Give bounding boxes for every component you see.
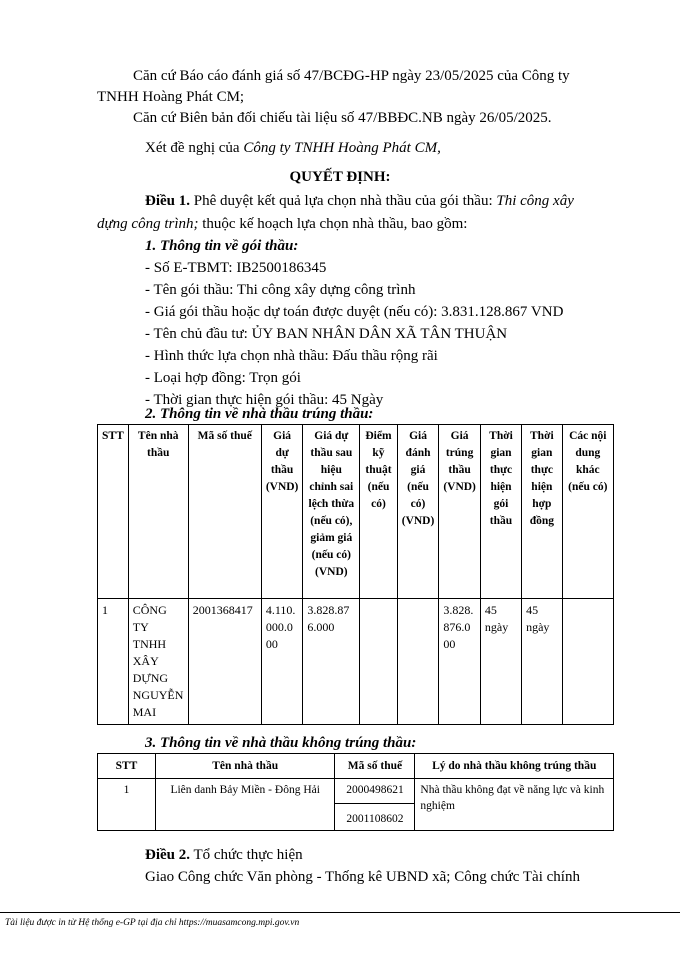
article1-package-b: dựng công trình; <box>97 216 199 232</box>
decision-title: QUYẾT ĐỊNH: <box>289 169 391 185</box>
package-info-item: - Hình thức lựa chọn nhà thầu: Đấu thầu rộng rãi <box>145 348 438 364</box>
header-other: Các nội dung khác (nếu có) <box>562 425 613 599</box>
cell-bid-price: 4.110.000.000 <box>261 599 303 725</box>
section-3-heading: 3. Thông tin về nhà thầu không trúng thầu: <box>145 735 417 751</box>
header-eval-price: Giá đánh giá (nếu có) (VND) <box>397 425 439 599</box>
package-info-item: - Giá gói thầu hoặc dự toán được duyệt (nếu có): 3.831.128.867 VND <box>145 304 564 320</box>
footer-divider <box>0 912 680 913</box>
header-tax-code: Mã số thuế <box>335 754 415 779</box>
cell-tax-code: 2001368417 <box>188 599 261 725</box>
package-info-item: - Tên gói thầu: Thi công xây dựng công trình <box>145 282 416 298</box>
cell-eval-price <box>397 599 439 725</box>
cell-tax-code-1: 2000498621 <box>335 779 415 804</box>
header-contractor-name: Tên nhà thầu <box>128 425 188 599</box>
cell-contractor-name: CÔNG TY TNHH XÂY DỰNG NGUYỄN MAI <box>128 599 188 725</box>
cell-contract-time: 45 ngày <box>522 599 563 725</box>
non-winner-table-header <box>98 754 614 779</box>
cell-tax-code-2: 2001108602 <box>335 804 415 831</box>
section-1-heading: 1. Thông tin về gói thầu: <box>145 238 299 254</box>
article1-label: Điều 1. <box>145 193 190 209</box>
cell-package-time: 45 ngày <box>480 599 521 725</box>
winner-table-header <box>98 425 614 599</box>
table-row <box>98 599 614 725</box>
header-award-price: Giá trúng thầu (VND) <box>439 425 481 599</box>
article2-line-1 <box>145 845 303 865</box>
header-stt: STT <box>98 425 129 599</box>
header-adjusted-price: Giá dự thầu sau hiệu chỉnh sai lệch thừa (nếu có), giảm giá (nếu có) (VND) <box>303 425 360 599</box>
proposal-line <box>145 138 441 158</box>
article2-label: Điều 2. <box>145 847 190 863</box>
package-info-item: - Tên chủ đầu tư: ỦY BAN NHÂN DÂN XÃ TÂN THUẬN <box>145 326 508 342</box>
cell-award-price: 3.828.876.000 <box>439 599 481 725</box>
footer-note: Tài liệu được in từ Hệ thống e-GP tại địa chỉ https://muasamcong.mpi.gov.vn <box>5 918 300 928</box>
header-reason: Lý do nhà thầu không trúng thầu <box>415 754 614 779</box>
cell-stt: 1 <box>98 779 156 831</box>
article2-text: Tổ chức thực hiện <box>190 847 303 863</box>
proposal-prefix: Xét đề nghị của <box>145 140 244 156</box>
cell-other <box>562 599 613 725</box>
preamble-line-3: Căn cứ Biên bản đối chiếu tài liệu số 47/BBĐC.NB ngày 26/05/2025. <box>133 110 552 126</box>
article1-text-b: thuộc kế hoạch lựa chọn nhà thầu, bao gồm: <box>198 216 468 232</box>
preamble-line-1: Căn cứ Báo cáo đánh giá số 47/BCĐG-HP ngày 23/05/2025 của Công ty <box>133 68 570 84</box>
article2-line-2: Giao Công chức Văn phòng - Thống kê UBND xã; Công chức Tài chính <box>145 869 580 885</box>
cell-contractor-name: Liên danh Bảy Miền - Đông Hải <box>155 779 335 831</box>
table-row <box>98 779 614 804</box>
winner-table <box>97 424 614 725</box>
section-2-heading: 2. Thông tin về nhà thầu trúng thầu: <box>145 406 374 422</box>
article1-package-a: Thi công xây <box>496 193 574 209</box>
proposal-company: Công ty TNHH Hoàng Phát CM, <box>243 140 441 156</box>
cell-adjusted-price: 3.828.876.000 <box>303 599 360 725</box>
cell-reason: Nhà thầu không đạt về năng lực và kinh nghiệm <box>415 779 614 831</box>
header-tax-code: Mã số thuế <box>188 425 261 599</box>
article1-line-2 <box>97 214 467 234</box>
header-package-time: Thời gian thực hiện gói thầu <box>480 425 521 599</box>
package-info-item: - Số E-TBMT: IB2500186345 <box>145 260 327 276</box>
non-winner-table <box>97 753 614 831</box>
header-contract-time: Thời gian thực hiện hợp đồng <box>522 425 563 599</box>
header-contractor-name: Tên nhà thầu <box>155 754 335 779</box>
preamble-line-2: TNHH Hoàng Phát CM; <box>97 89 245 105</box>
header-tech-score: Điểm kỹ thuật (nếu có) <box>360 425 398 599</box>
package-info-item: - Thời gian thực hiện gói thầu: 45 Ngày <box>145 392 384 408</box>
header-stt: STT <box>98 754 156 779</box>
article1-line-1 <box>145 191 574 211</box>
article1-text-a: Phê duyệt kết quả lựa chọn nhà thầu của gói thầu: <box>190 193 497 209</box>
header-bid-price: Giá dự thầu (VND) <box>261 425 303 599</box>
package-info-item: - Loại hợp đồng: Trọn gói <box>145 370 301 386</box>
cell-tech-score <box>360 599 398 725</box>
cell-stt: 1 <box>98 599 129 725</box>
